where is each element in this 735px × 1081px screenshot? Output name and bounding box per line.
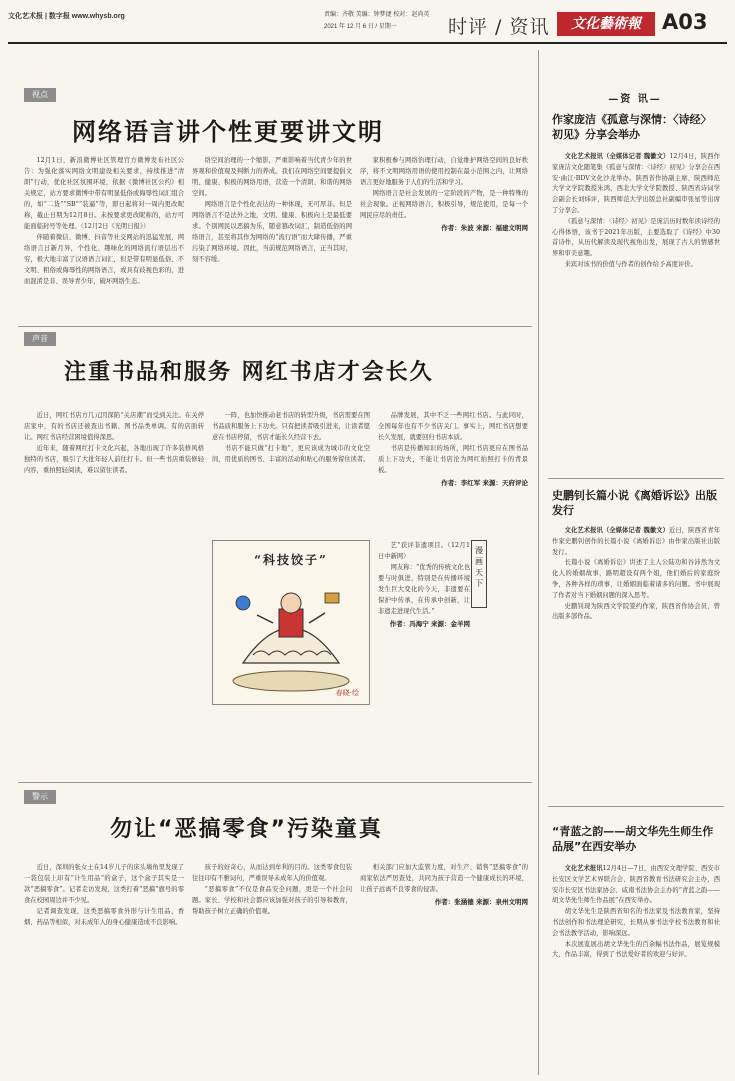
editor-credits: 责编：齐敬 美编：钟梦捷 校对：赵尚英 2021 年 12 月 6 日 / 星期一 — [324, 12, 430, 30]
article2-para: 书店是传播知识的场所，网红书店更应在图书品质上下功夫，不能让书店沦为网红拍照打卡的背景板。 — [378, 445, 528, 474]
news1-lead: 文化艺术报讯（全媒体记者 魏徽文） — [564, 153, 670, 160]
article2-para: 一阵，也加快推动老书店的转型升级，书店需要在图书品质和服务上下功夫。只有把读者吸引进来，让读者愿意在书店停留，书店才能长久经营下去。 — [212, 412, 370, 441]
news-para: 胡文华先生是陕西省知名的书法家及书法教育家，坚持书法创作和书法理论研究，长期从事书法学校书法教育和社会书法教学活动，影响深远。 — [552, 908, 720, 937]
article2-para: 书店不能只做“打卡地”，更应该成为城市的文化空间，用优质的图书、丰富的活动和贴心的服务留住读者。 — [212, 445, 370, 463]
article2-col2 — [212, 410, 370, 535]
news-para: 本次展览展出胡文华先生的百余幅书法作品，展览规模大，作品丰富，得到了书法爱好者的欢迎与好评。 — [552, 940, 720, 959]
article3-col3 — [360, 862, 528, 1067]
news3-title[interactable]: “青蓝之韵——胡文华先生师生作品展”在西安举办 — [552, 825, 714, 853]
article1-col3 — [360, 155, 528, 313]
news-para: 长篇小说《离婚诉讼》讲述了主人公陆功和谷沛然为文化人的婚姻故事，路明超设有两个姐，他们婚后的家庭纷争，各种各样的琐事，让婚姻面临着诸多的问题。书中展现了作者对当下婚姻问题的深入思考。 — [552, 559, 720, 599]
tag-voice: 声音 — [24, 332, 56, 346]
column-label-box: 漫画天下 — [471, 540, 487, 608]
article2-col1 — [24, 410, 204, 735]
news-para: 史鹏钊现为陕西文学院签约作家，陕西省作协会员，曾出版多部作品。 — [552, 602, 720, 621]
newspaper-site[interactable]: 文化艺术报 | 数字报 www.whysb.org — [8, 13, 125, 20]
news-rule — [548, 806, 724, 807]
article3-para: 近日，深圳的张女士在14岁儿子的床头墙角里发现了一袋包装上印有“计生用品”的盒子，这个盒子其实是一款“恶搞零食”。记者走访发现，这类打着“恶搞”旗号的零食在校园周边并不少见。 — [24, 864, 184, 904]
article1-col2 — [192, 155, 352, 295]
section-title: 时评 / 资讯 — [448, 16, 550, 38]
cartoon-signature: 春晓·绘 — [335, 689, 359, 697]
header-rule — [8, 42, 727, 44]
article1-para: 网络语言是社会发展的一定阶段的产物，是一种特殊的社会现象。正视网络语言，积极引导，规范使用，是每一个网民应尽的责任。 — [360, 190, 528, 219]
article2-para: 品牌发展，其中不乏一些网红书店。与此同时，全国每年也有不少书店关门。事实上，网红书店想要长久发展，就要回归书店本质。 — [378, 412, 528, 441]
article2-byline: 作者：李红军 来源：天府评论 — [441, 479, 528, 487]
page-header — [8, 6, 727, 62]
news2-body: 文化艺术报讯（全媒体记者 魏徽文）近日，陕西省青年作家史鹏钊创作的长篇小说《离婚诉讼》由作家出版社出版发行。 长篇小说《离婚诉讼》讲述了主人公陆功和谷沛然为文化人的婚姻故事，路明超设有两个姐，他们婚后的家庭纷争，各种各样的琐事，让婚姻面临着诸多的问题。书中展现了作者对当下婚姻问题的深入思考。 史鹏钊现为陕西文学院签约作家，陕西省作协会员，曾出版多部作品。 — [552, 526, 720, 796]
news1-title[interactable]: 作家庞洁《孤意与深情：〈诗经〉初见》分享会举办 — [552, 113, 712, 141]
article2-para: 网友称：“优秀的传统文化也要与时俱进，特别是在传播环境发生巨大变化的今天，非遗要在保护中传承，在传承中创新，让非遗走进现代生活。” — [378, 564, 470, 615]
column-divider — [538, 50, 539, 1075]
newspaper-logo: 文化藝術報 — [557, 12, 655, 36]
article3-para: 孩子的好奇心，从而达到牟利的目的。这类零食包装往往印有不雅词句，严重误导未成年人的价值观。 — [192, 864, 352, 882]
section-rule — [18, 782, 532, 783]
news3-lead: 文化艺术报讯 — [564, 865, 603, 872]
article3-para: 相关部门应加大监管力度，对生产、销售“恶搞零食”的商家依法严厉查处，共同为孩子营造一个健康成长的环境，让孩子远离不良零食的侵害。 — [360, 864, 528, 893]
article2-para: 艺”获评非遗项目。（12月1日中新网） — [378, 542, 470, 560]
dumpling-cartoon — [213, 563, 369, 703]
article2-col3 — [378, 410, 528, 535]
article3-col1 — [24, 862, 184, 1067]
article2-byline: 作者：冯海宁 来源：金羊网 — [389, 620, 470, 628]
tag-warning: 警示 — [24, 790, 56, 804]
article3-para: 记者调查发现，这类恶搞零食外形与计生用品、香烟、药品等相似，对未成年人的身心健康造成不良影响。 — [24, 908, 184, 926]
article3-para: “恶搞零食”不仅是食品安全问题，更是一个社会问题。家长、学校和社会都应该加强对孩子的引导和教育，帮助孩子树立正确的价值观。 — [192, 886, 352, 915]
article1-byline: 作者：朱波 来源：福建文明网 — [441, 224, 528, 232]
article1-para: 家积极参与网络治理行动，自觉维护网络空间的良好秩序，将不文明网络用语的使用控制在最小范围之内，让网络语言更好地服务于人们的生活和学习。 — [360, 157, 528, 186]
article2-para: 近日，网红书店方几元因深陷“关店潮”而受到关注。在关停店家中，有的书店还被查出书籍、图书品类单调。有的店面转让。网红书店经营困境值得深思。 — [24, 412, 204, 441]
article1-col1 — [24, 155, 184, 295]
news3-body: 文化艺术报讯12月4日—7日，由西安文理学院、西安市长安区文学艺术界联合会、陕西省教育书法研究会主办，西安市长安区书法家协会、咸南书法协会主办的“青蓝之韵——胡文华先生师生作品展”在西安举办。 胡文华先生是陕西省知名的书法家及书法教育家，坚持书法创作和书法理论研究，长期从事书法学校书法教育和社会书法教学活动，影响深远。 本次展览展出胡文华先生的百余幅书法作品，展览规模大，作品丰富，得到了书法爱好者的欢迎与好评。 — [552, 864, 720, 1069]
article1-para: 网络语言是个性化表达的一种体现，无可厚非。但是网络语言不是法外之地，文明、健康、积极向上是最低要求。个别网民以恶搞为乐，随意篡改词汇，制造低俗的网络语言，甚至将其作为网络的“流行语”而大肆传播，严重污染了网络环境。因此，当前规范网络语言，正当其时，刻不容缓。 — [192, 201, 352, 263]
article1-para: 络空间治理的一个缩影，严重影响着当代青少年的世界观和价值观及判断力的养成。我们在网络空间要提倡文明、健康、积极的网络用语，营造一个清朗、和谐的网络空间。 — [192, 157, 352, 197]
article3-byline: 作者：张涵德 来源：泉州文明网 — [434, 898, 528, 906]
news-rule — [548, 478, 724, 479]
news-column-heading: —资 讯— — [608, 94, 662, 105]
cartoon-title: “科技饺子” — [254, 553, 328, 567]
page-number: A03 — [662, 10, 708, 34]
article1-para: 伴随着微信、微博、抖音等社交网站的迅猛发展，网络语言日新月异，个性化、趣味化的网络流行语层出不穷，极大地丰富了汉语语言词汇，但是带有明显低俗、不文明、粗俗或侮辱性的网络语言，或具有歧视色彩的，进而混淆是非、误导青少年，破坏网络生态。 — [24, 234, 184, 285]
article3-title[interactable]: 勿让“恶搞零食”污染童真 — [110, 817, 383, 842]
cartoon-illustration — [212, 540, 370, 705]
news1-body: 文化艺术报讯（全媒体记者 魏徽文）12月4日，陕西作家庞洁文化随笔集《孤意与深情：〈诗经〉初见》分享会在西安·曲江·BDV文化沙龙举办。陕西省作协副主席、陕西师范大学文学院教授朱鸿，西北大学文学院教授、陕西省诗词学会副会长刘炜评，陕西师范大学出版总社副编审张星等出席了分享会。 《孤意与深情：〈诗经〉初见》是庞洁历时数年读诗经的心得体悟，该书于2021年出版，主要选取了《诗经》中30首诗作，从历代解读及现代视角出发，展现了古人的情感世界和审美意趣。 来宾对该书的价值与作者的创作给予高度评价。 — [552, 152, 720, 472]
article1-para: 12月1日，新浪微博社区管理官方微博发布社区公告：为强化落实网络文明建设相关要求，持续推进“清朗”行动，优化社区氛围环境，依据《微博社区公约》相关规定，站方要求微博中带有明显低俗或侮辱性词汇组合的，如“二货”“SB”“装逼”等，即日起将对一周内更改昵称，截止日期为12月8日。未按要求更改昵称的，站方可能面临封号等处理。（12月2日《光明日报》） — [24, 157, 184, 230]
article1-title[interactable]: 网络语言讲个性更要讲文明 — [72, 118, 384, 146]
tag-viewpoint: 视点 — [24, 88, 56, 102]
news-para: 来宾对该书的价值与作者的创作给予高度评价。 — [564, 260, 697, 268]
news2-title[interactable]: 史鹏钊长篇小说《离婚诉讼》出版发行 — [552, 489, 717, 517]
article2-col4 — [378, 540, 470, 735]
article3-col2 — [192, 862, 352, 1067]
section-rule — [18, 326, 532, 327]
article2-para: 近年来，随着网红打卡文化兴起，各地出现了许多装修风格独特的书店，吸引了大批年轻人前往打卡。但一些书店重装修轻内容，重拍照轻阅读，难以留住读者。 — [24, 445, 204, 474]
news2-lead: 文化艺术报讯（全媒体记者 魏徽文） — [564, 527, 670, 534]
news-para: 《孤意与深情：〈诗经〉初见》是庞洁历时数年读诗经的心得体悟，该书于2021年出版，主要选取了《诗经》中30首诗作，从历代解读及现代视角出发，展现了古人的情感世界和审美意趣。 — [552, 217, 720, 258]
article2-title[interactable]: 注重书品和服务 网红书店才会长久 — [64, 360, 434, 385]
